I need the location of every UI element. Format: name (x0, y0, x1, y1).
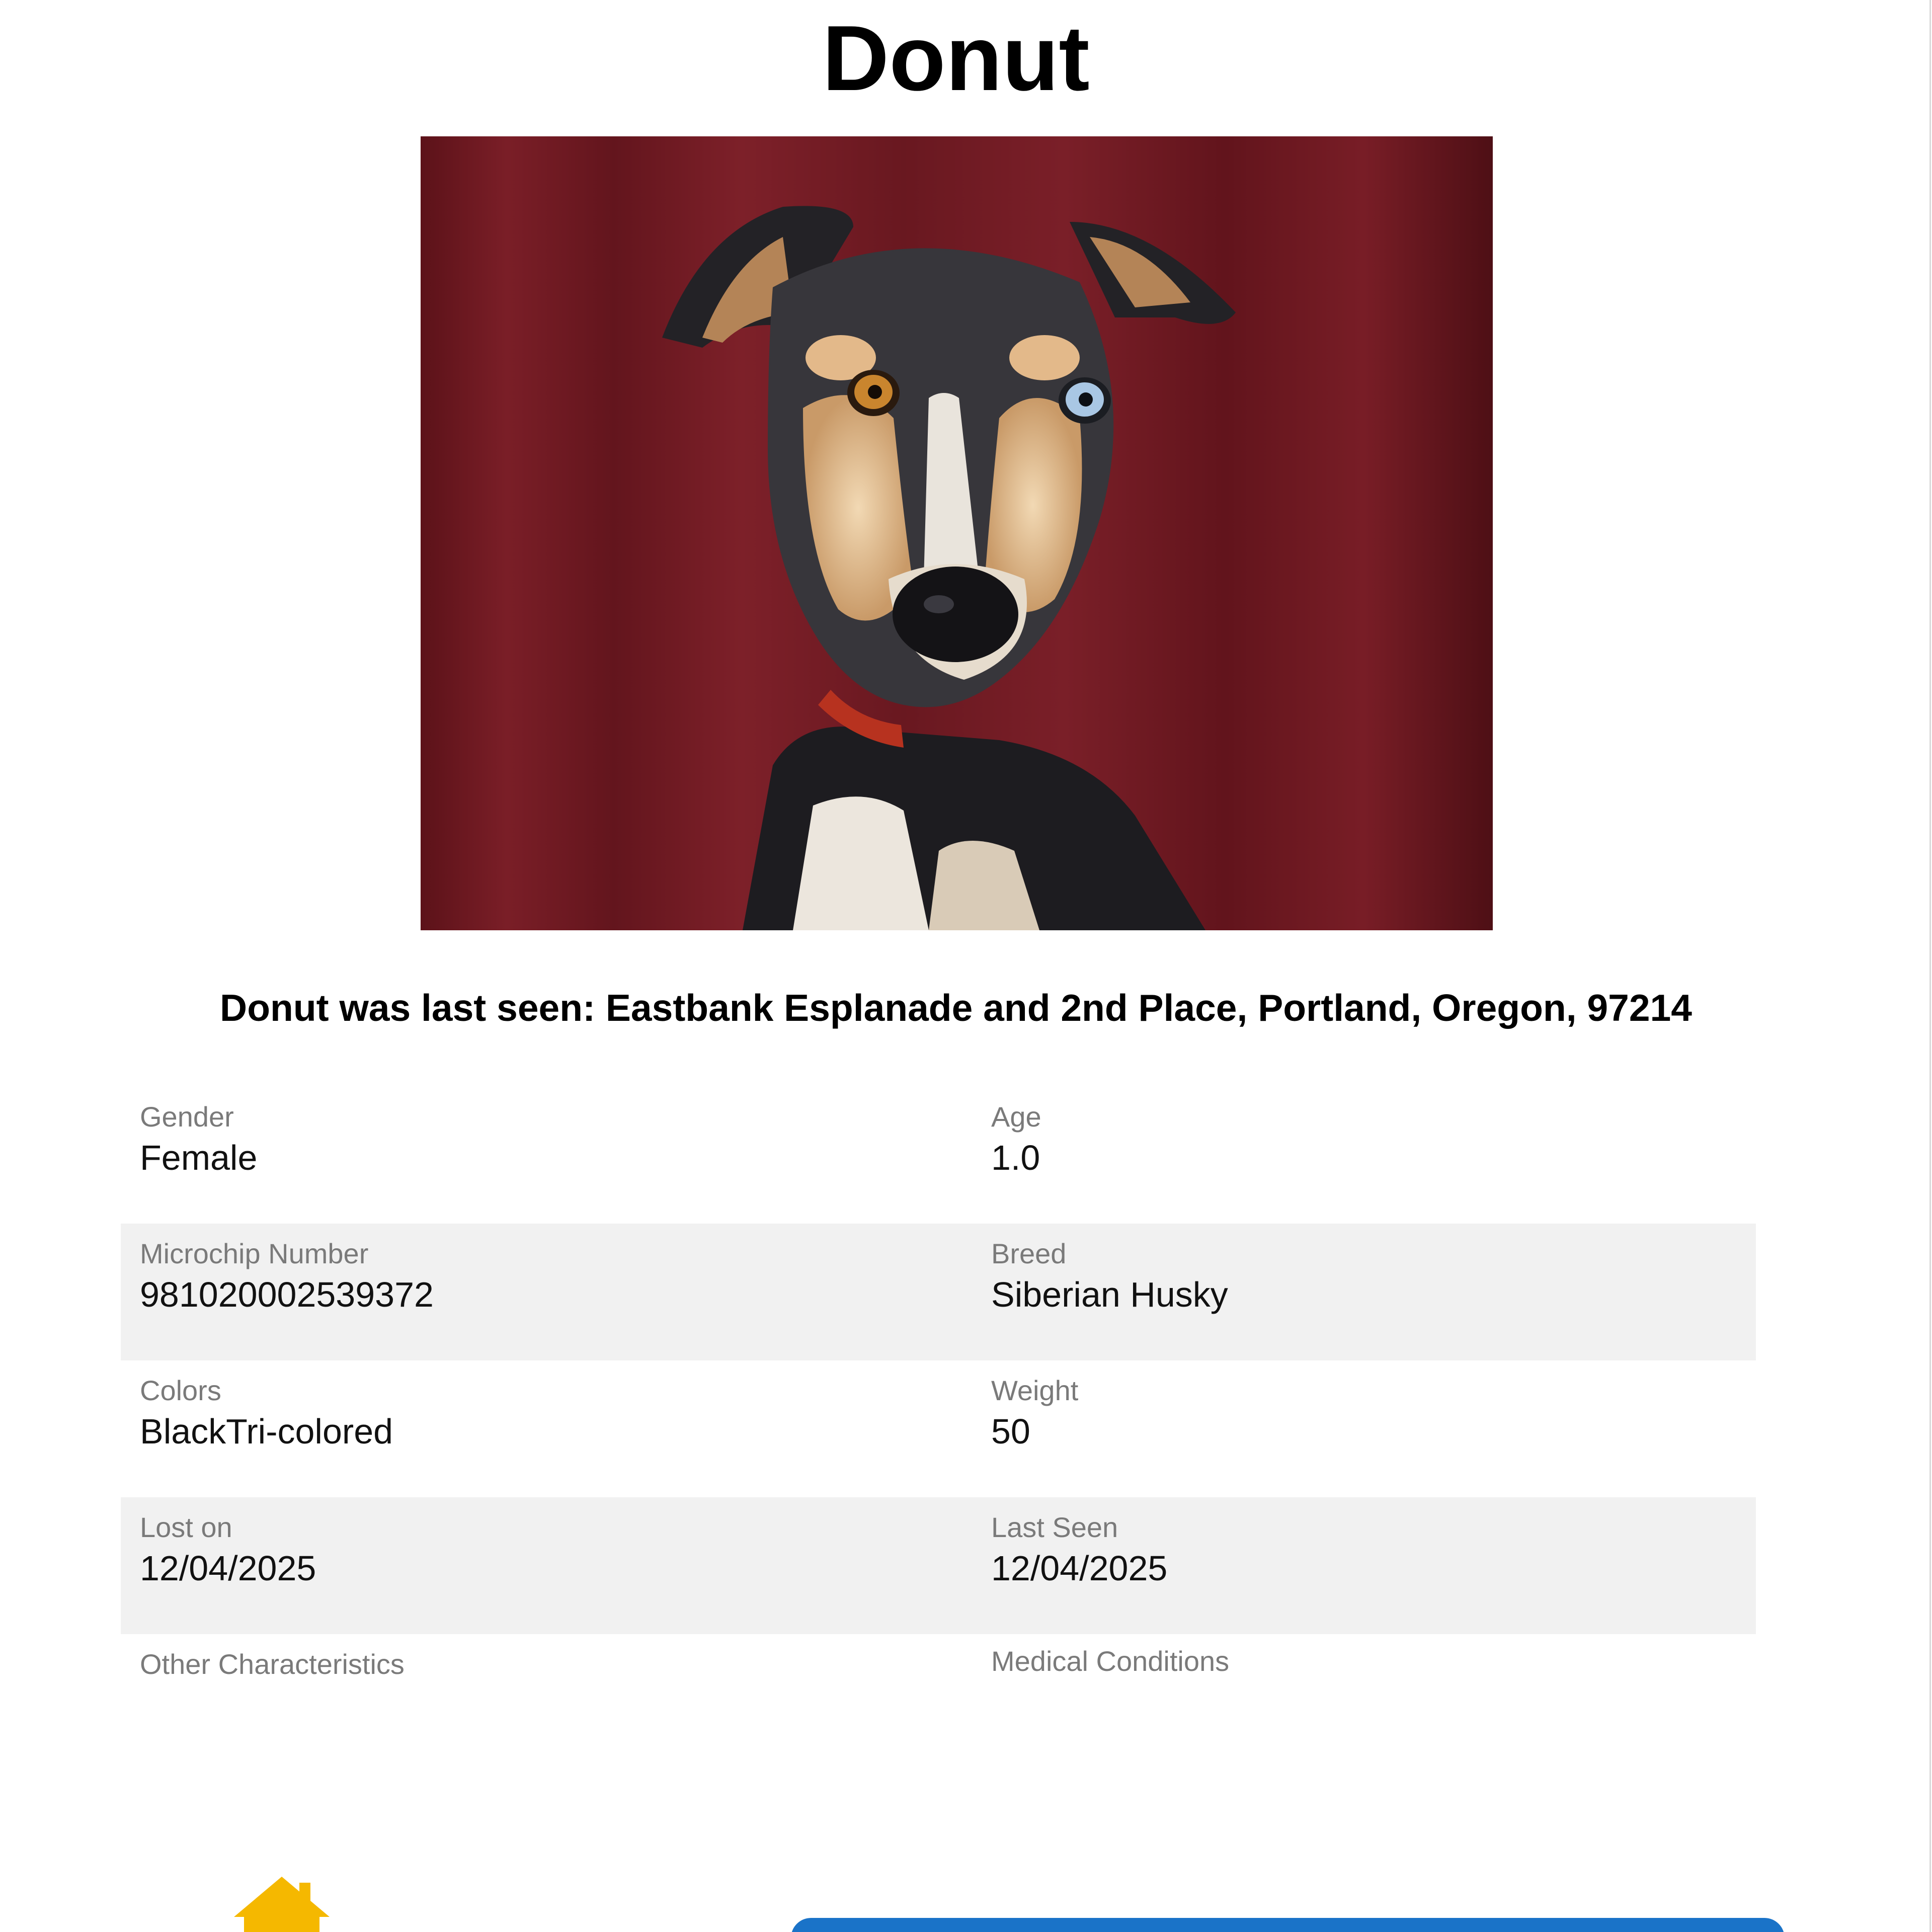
weight-value: 50 (991, 1412, 1030, 1451)
page-edge (1929, 0, 1931, 1932)
home-icon[interactable] (229, 1872, 335, 1932)
colors-field (140, 1375, 393, 1454)
gender-label: Gender (140, 1101, 234, 1133)
medical-conditions-label: Medical Conditions (991, 1645, 1230, 1677)
gender-value: Female (140, 1138, 258, 1177)
pet-details-grid (121, 1087, 1756, 1771)
details-row-other-medical (121, 1634, 1756, 1771)
weight-field (991, 1375, 1078, 1454)
age-value: 1.0 (991, 1138, 1040, 1177)
last-seen-location: Donut was last seen: Eastbank Esplanade and 2nd Place, Portland, Oregon, 97214 (220, 987, 1692, 1029)
colors-label: Colors (140, 1375, 221, 1406)
colors-value: BlackTri-colored (140, 1412, 393, 1451)
gender-field (140, 1101, 257, 1180)
weight-label: Weight (991, 1375, 1079, 1406)
lost-on-label: Lost on (140, 1511, 232, 1543)
breed-value: Siberian Husky (991, 1275, 1228, 1314)
details-row-colors-weight (121, 1360, 1756, 1497)
primary-action-button[interactable] (791, 1918, 1785, 1932)
pet-photo (421, 136, 1493, 930)
details-row-lost-dates (121, 1497, 1756, 1634)
microchip-value: 981020002539372 (140, 1275, 434, 1314)
age-field (991, 1101, 1041, 1180)
breed-label: Breed (991, 1238, 1067, 1269)
details-row-microchip-breed (121, 1224, 1756, 1360)
lost-on-field (140, 1511, 316, 1591)
age-label: Age (991, 1101, 1041, 1133)
other-characteristics-field (140, 1648, 405, 1680)
details-row-gender-age (121, 1087, 1756, 1224)
pet-name-title: Donut (822, 6, 1090, 110)
lost-on-value: 12/04/2025 (140, 1549, 316, 1588)
last-seen-value: 12/04/2025 (991, 1549, 1168, 1588)
last-seen-field (991, 1511, 1167, 1591)
other-characteristics-label: Other Characteristics (140, 1648, 405, 1680)
medical-conditions-field (991, 1645, 1229, 1677)
microchip-field (140, 1238, 434, 1317)
microchip-label: Microchip Number (140, 1238, 369, 1269)
breed-field (991, 1238, 1228, 1317)
last-seen-label: Last Seen (991, 1511, 1118, 1543)
